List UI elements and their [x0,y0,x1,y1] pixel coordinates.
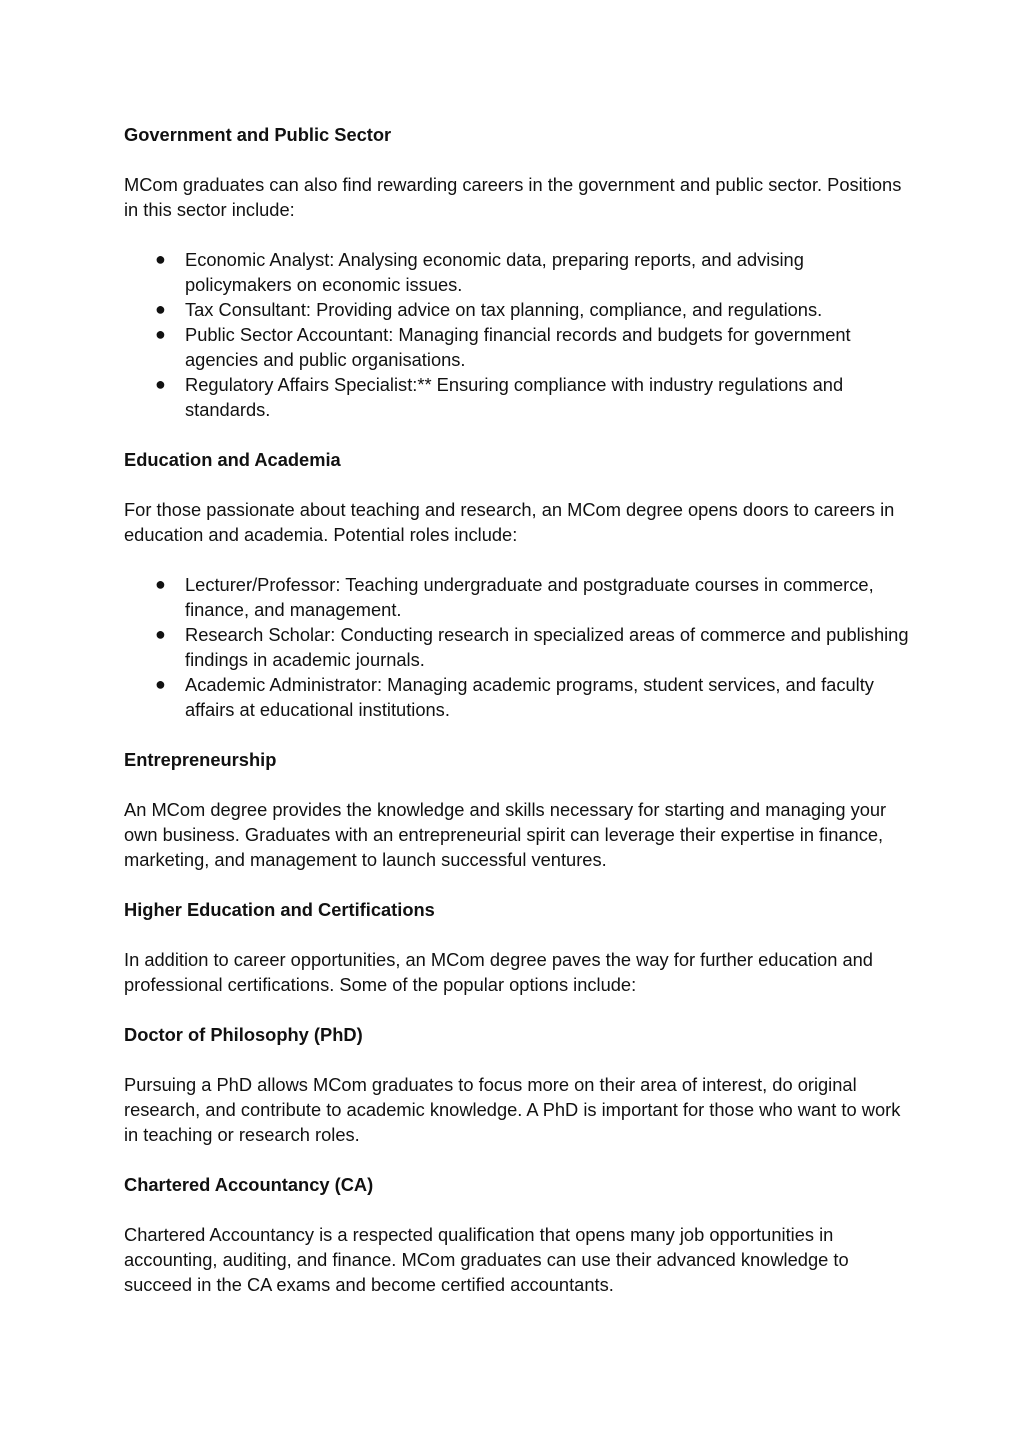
list-item: ● Lecturer/Professor: Teaching undergraduate and postgraduate courses in commerce, finance, and management. [155,574,874,620]
bullet-icon: ● [155,374,166,394]
list-item: ● Academic Administrator: Managing academic programs, student services, and faculty affairs at educational institutions. [155,674,874,720]
bullet-icon: ● [155,574,166,594]
bullet-icon: ● [155,624,166,644]
bullet-list-government [124,247,914,422]
section-paragraph-entrepreneurship: An MCom degree provides the knowledge and skills necessary for starting and managing your own business. Graduates with an entrepreneurial spirit can leverage their expertise in finance, marketing, and management to launch successful ventures. [124,799,887,870]
section-paragraph-government: MCom graduates can also find rewarding careers in the government and public sector. Positions in this sector include: [124,174,902,220]
bullet-icon: ● [155,249,166,269]
list-item: ● Tax Consultant: Providing advice on tax planning, compliance, and regulations. [155,299,823,320]
section-paragraph-higher-education: In addition to career opportunities, an MCom degree paves the way for further education and professional certifications. Some of the popular options include: [124,949,873,995]
section-heading-ca: Chartered Accountancy (CA) [124,1174,374,1195]
list-item: ● Research Scholar: Conducting research in specialized areas of commerce and publishing findings in academic journals. [155,624,909,670]
section-paragraph-education: For those passionate about teaching and research, an MCom degree opens doors to careers in education and academia. Potential roles include: [124,499,895,545]
list-item: ● Public Sector Accountant: Managing financial records and budgets for government agencies and public organisations. [155,324,851,370]
bullet-icon: ● [155,299,166,319]
section-heading-higher-education: Higher Education and Certifications [124,899,435,920]
list-item: ● Economic Analyst: Analysing economic data, preparing reports, and advising policymakers on economic issues. [155,249,804,295]
section-heading-entrepreneurship: Entrepreneurship [124,749,277,770]
list-item: ● Regulatory Affairs Specialist:** Ensuring compliance with industry regulations and standards. [155,374,844,420]
bullet-icon: ● [155,674,166,694]
section-paragraph-ca: Chartered Accountancy is a respected qualification that opens many job opportunities in accounting, auditing, and finance. MCom graduates can use their advanced knowledge to succeed in the CA exams and become certified accountants. [124,1224,849,1295]
document-page [124,122,914,1297]
section-heading-government: Government and Public Sector [124,124,392,145]
section-heading-education: Education and Academia [124,449,341,470]
section-paragraph-phd: Pursuing a PhD allows MCom graduates to focus more on their area of interest, do original research, and contribute to academic knowledge. A PhD is important for those who want to work in teaching or research roles. [124,1074,901,1145]
section-heading-phd: Doctor of Philosophy (PhD) [124,1024,363,1045]
bullet-list-education [124,572,914,722]
bullet-icon: ● [155,324,166,344]
